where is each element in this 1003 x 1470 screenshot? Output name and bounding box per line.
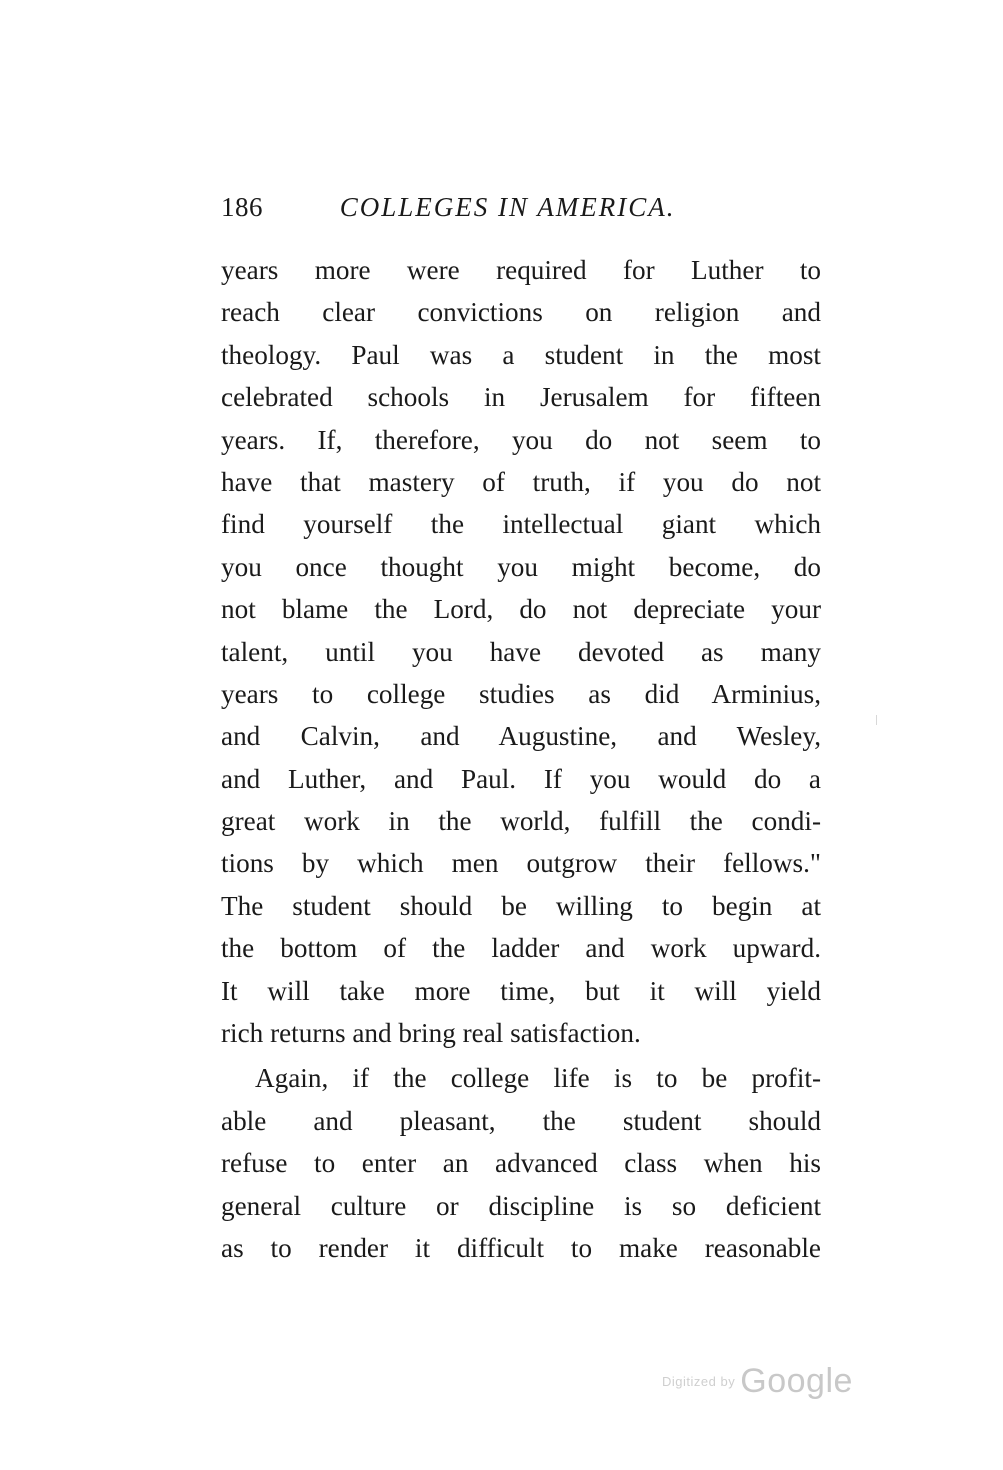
text-line: Again, if the college life is to be profit- bbox=[255, 1063, 821, 1094]
text-line: refuse to enter an advanced class when his bbox=[221, 1148, 821, 1179]
page-number: 186 bbox=[221, 192, 263, 222]
text-line: It will take more time, but it will yield bbox=[221, 975, 821, 1006]
google-logo: Google bbox=[740, 1362, 853, 1400]
text-line: celebrated schools in Jerusalem for fifteen bbox=[221, 382, 821, 413]
text-line: talent, until you have devoted as many bbox=[221, 636, 821, 667]
text-line: able and pleasant, the student should bbox=[221, 1105, 821, 1136]
text-line: The student should be willing to begin at bbox=[221, 890, 821, 921]
paragraph-1 bbox=[221, 249, 821, 1054]
paragraph-2 bbox=[221, 1057, 821, 1269]
scan-edge-mark bbox=[876, 715, 877, 725]
body-text bbox=[221, 249, 821, 1269]
text-line: great work in the world, fulfill the condi- bbox=[221, 806, 821, 837]
text-line: as to render it difficult to make reasonable bbox=[221, 1232, 821, 1263]
text-line: years to college studies as did Arminius, bbox=[221, 678, 821, 709]
running-head bbox=[221, 190, 821, 224]
text-line: years more were required for Luther to bbox=[221, 255, 821, 285]
text-line: tions by which men outgrow their fellows." bbox=[221, 848, 821, 879]
text-line: theology. Paul was a student in the most bbox=[221, 339, 821, 370]
text-line: find yourself the intellectual giant which bbox=[221, 509, 821, 540]
digitized-by-google-watermark bbox=[662, 1362, 853, 1402]
text-line: years. If, therefore, you do not seem to bbox=[221, 424, 821, 455]
text-line: and Calvin, and Augustine, and Wesley, bbox=[221, 721, 821, 752]
text-line: general culture or discipline is so deficient bbox=[221, 1190, 821, 1221]
watermark-prefix: Digitized by bbox=[662, 1374, 736, 1389]
text-line: and Luther, and Paul. If you would do a bbox=[221, 763, 821, 794]
text-line: have that mastery of truth, if you do not bbox=[221, 466, 821, 497]
text-line: reach clear convictions on religion and bbox=[221, 297, 821, 328]
text-line: rich returns and bring real satisfaction. bbox=[221, 1018, 641, 1049]
text-line: not blame the Lord, do not depreciate your bbox=[221, 594, 821, 625]
running-title: COLLEGES IN AMERICA. bbox=[339, 192, 676, 222]
text-line: the bottom of the ladder and work upward. bbox=[221, 933, 821, 964]
text-line: you once thought you might become, do bbox=[221, 551, 821, 582]
